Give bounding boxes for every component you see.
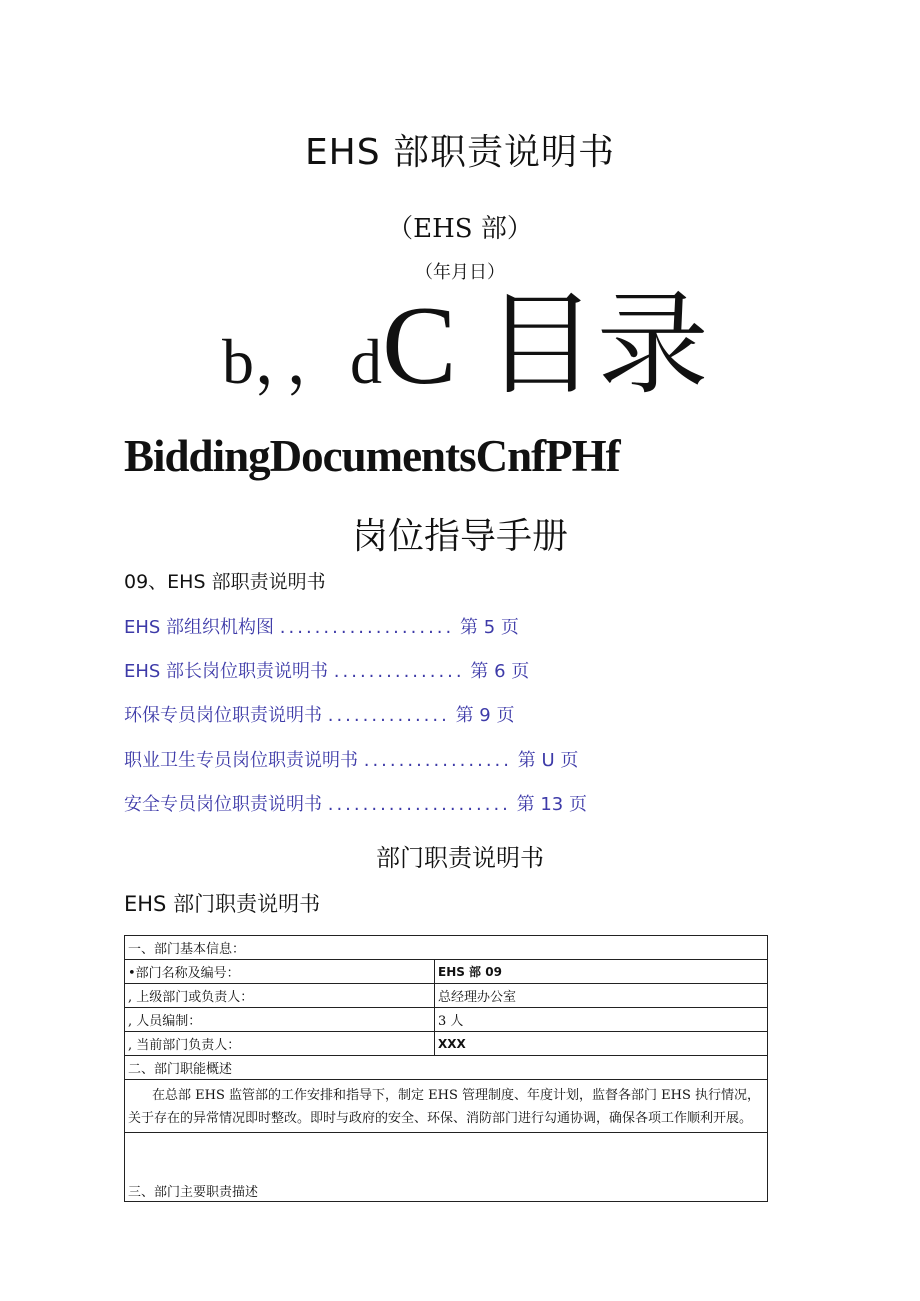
row-value: 总经理办公室 <box>435 984 768 1008</box>
dept-info-table <box>124 935 768 1202</box>
toc-item[interactable] <box>124 746 578 772</box>
toc-item-label: 职业卫生专员岗位职责说明书 <box>124 750 358 771</box>
toc-item-leader: .................... <box>279 617 455 638</box>
table-row <box>125 1133 768 1180</box>
row-label: •部门名称及编号： <box>125 960 435 984</box>
toc-item[interactable] <box>124 657 529 683</box>
toc-item-page: 第 9 页 <box>455 705 515 726</box>
toc-item-page: 第 13 页 <box>516 794 587 815</box>
section-heading: 09、EHS 部职责说明书 <box>124 571 326 593</box>
dept-subheading: EHS 部门职责说明书 <box>124 892 321 916</box>
section-basic-info: 一、部门基本信息： <box>125 936 768 960</box>
row-value: XXX <box>435 1032 768 1056</box>
toc-heading-prefix: b，，d <box>222 326 382 397</box>
blank-cell <box>125 1133 768 1180</box>
dept-heading: 部门职责说明书 <box>376 844 544 872</box>
table-row <box>125 1056 768 1080</box>
table-row <box>125 1179 768 1202</box>
document-title: EHS 部职责说明书 <box>304 132 616 173</box>
bidding-documents-line: BiddingDocumentsCnfPHf <box>124 431 620 481</box>
row-label: , 当前部门负责人： <box>125 1032 435 1056</box>
table-row <box>125 1008 768 1032</box>
toc-item-label: EHS 部组织机构图 <box>124 617 275 638</box>
toc-item-page: 第 U 页 <box>517 750 579 771</box>
row-value: 3 人 <box>435 1008 768 1032</box>
toc-item-leader: .............. <box>327 705 450 726</box>
section-overview: 二、部门职能概述 <box>125 1056 768 1080</box>
toc-item[interactable] <box>124 790 587 816</box>
table-row <box>125 936 768 960</box>
table-row <box>125 1080 768 1133</box>
row-label: , 人员编制： <box>125 1008 435 1032</box>
toc-item-leader: ................. <box>363 750 513 771</box>
table-row <box>125 960 768 984</box>
section-main-duties: 三、部门主要职责描述 <box>125 1179 768 1202</box>
row-label: , 上级部门或负责人： <box>125 984 435 1008</box>
toc-item[interactable] <box>124 701 514 727</box>
toc-heading <box>222 284 709 408</box>
toc-item-label: 环保专员岗位职责说明书 <box>124 705 322 726</box>
row-value: EHS 部 09 <box>435 960 768 984</box>
toc-item-leader: ..................... <box>327 794 511 815</box>
table-row <box>125 984 768 1008</box>
toc-item-label: 安全专员岗位职责说明书 <box>124 794 322 815</box>
table-row <box>125 1032 768 1056</box>
toc-item-leader: ............... <box>333 661 465 682</box>
toc-item-page: 第 6 页 <box>470 661 530 682</box>
toc-item[interactable] <box>124 613 519 639</box>
toc-item-page: 第 5 页 <box>459 617 519 638</box>
document-subtitle: （EHS 部） <box>387 214 533 244</box>
toc-heading-main: C 目录 <box>382 284 709 408</box>
manual-title: 岗位指导手册 <box>351 516 568 557</box>
overview-text: 在总部 EHS 监管部的工作安排和指导下，制定 EHS 管理制度、年度计划，监督各部门 EHS 执行情况，关于存在的异常情况即时整改。即时与政府的安全、环保、消防部门进行勾通协调，确保各项工作顺利开展。 <box>125 1080 768 1133</box>
toc-item-label: EHS 部长岗位职责说明书 <box>124 661 329 682</box>
document-date-line: （年月日） <box>415 262 505 283</box>
